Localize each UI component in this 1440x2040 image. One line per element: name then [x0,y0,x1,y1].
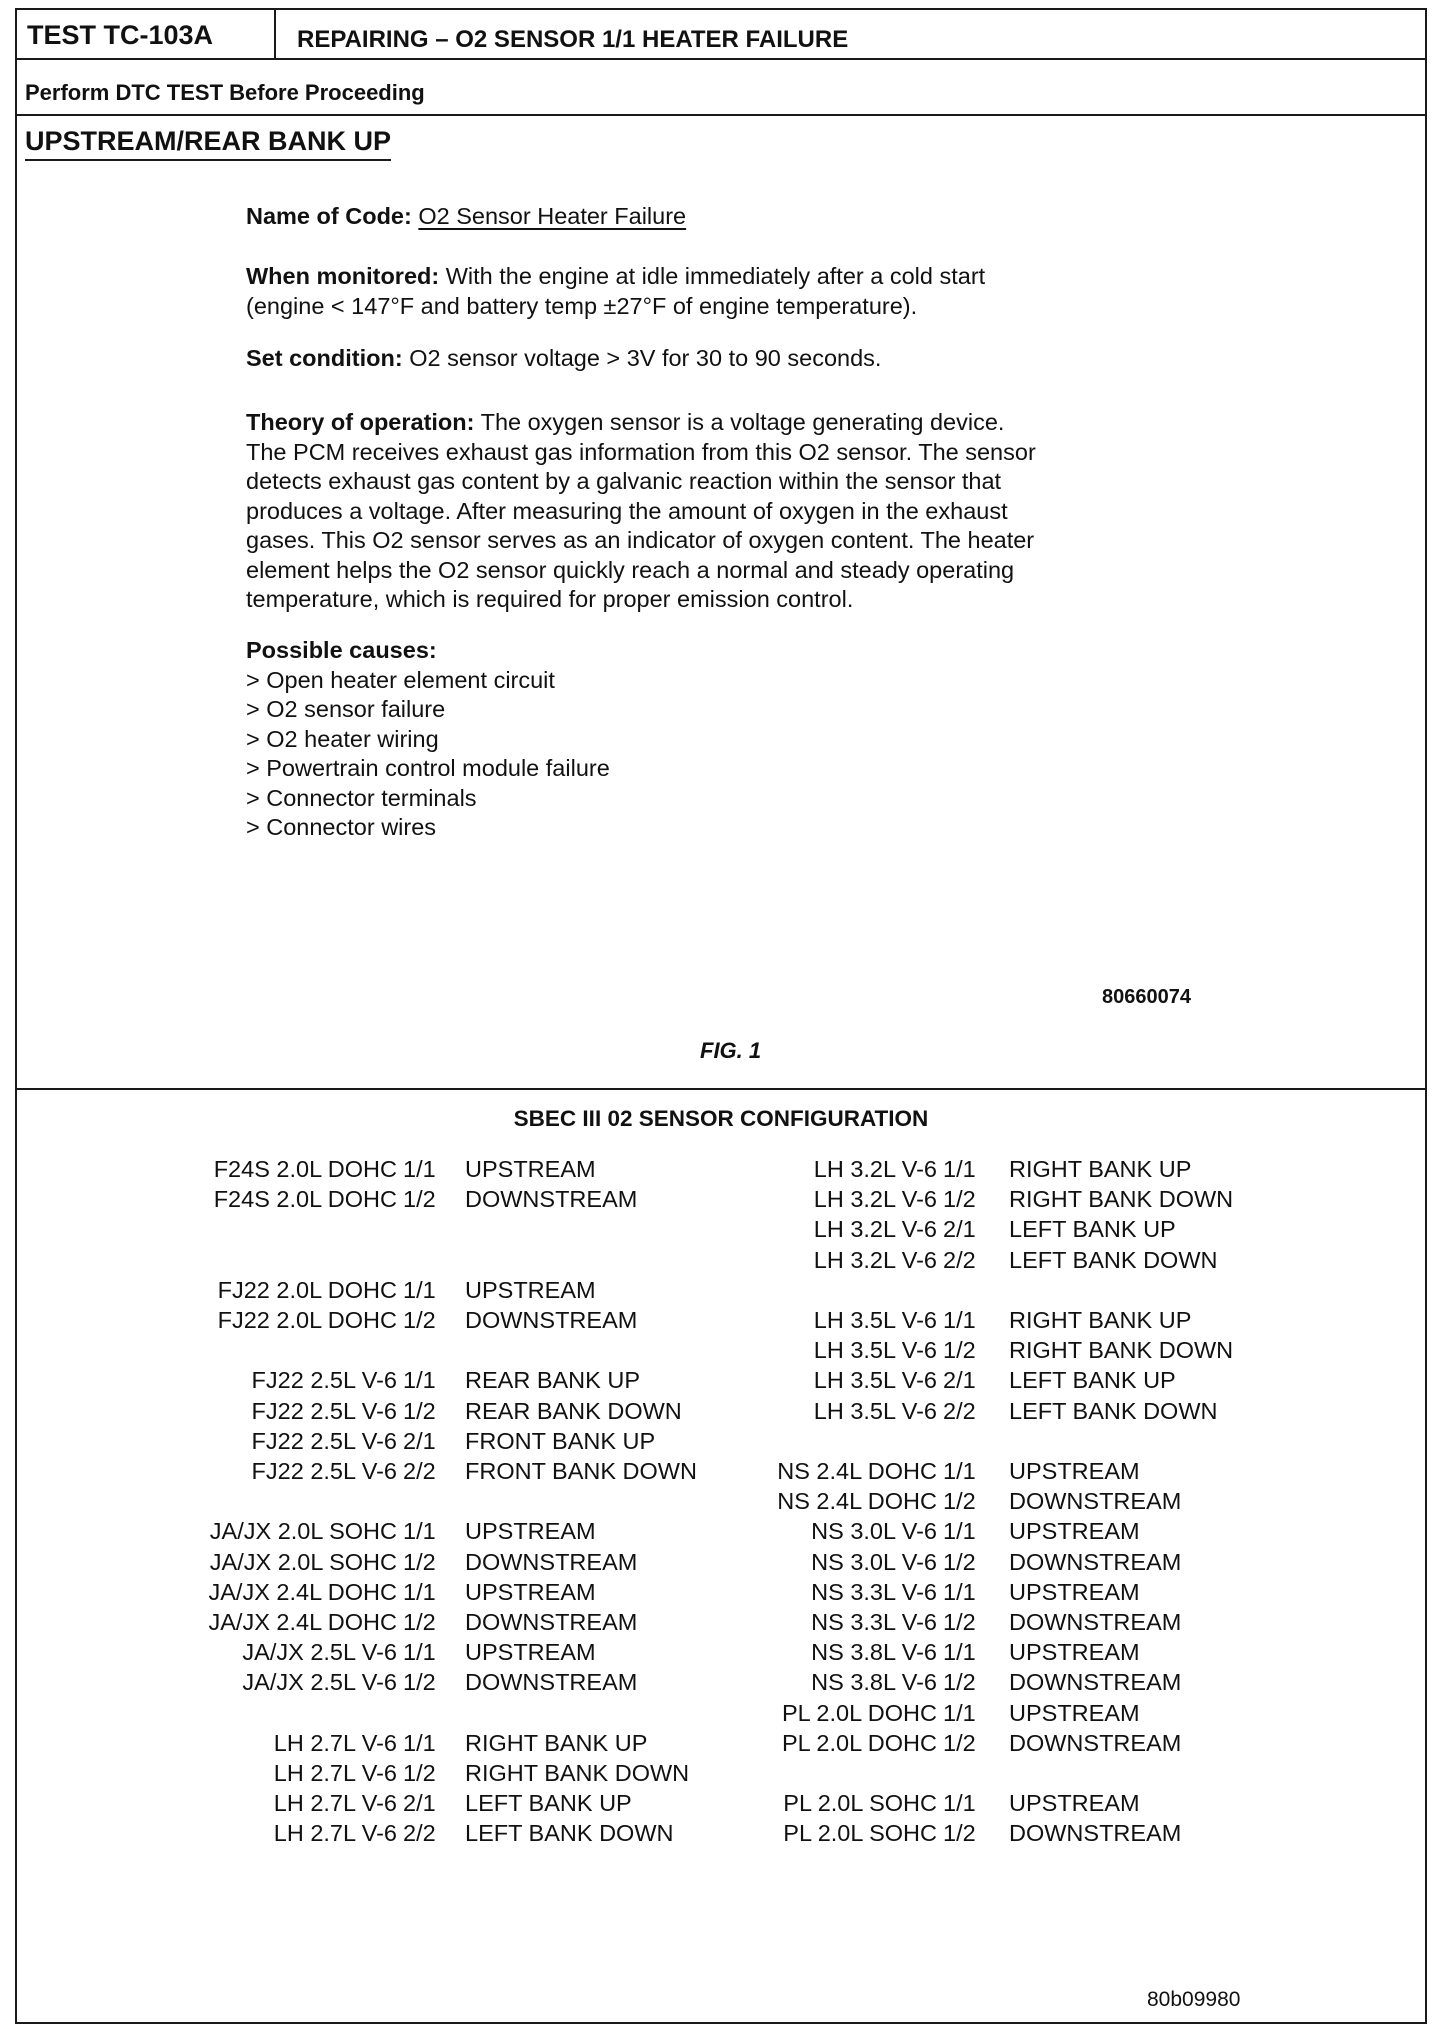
left-sensor-position: 1/2 [403,1186,436,1213]
right-sensor-location: DOWNSTREAM [1009,1609,1182,1635]
right-engine-label: LH 3.2L V-6 [813,1246,937,1273]
figure-id: 80660074 [1102,986,1191,1008]
left-engine-label: FJ22 2.5L V-6 [251,1367,397,1394]
left-sensor-position: 1/1 [403,1367,436,1394]
right-sensor-location: RIGHT BANK UP [1009,1307,1192,1333]
left-engine-label: JA/JX 2.5L V-6 [242,1639,397,1666]
left-sensor-position: 1/1 [403,1639,436,1666]
config-figure-id: 80b09980 [1147,1988,1241,2011]
right-sensor-location: DOWNSTREAM [1009,1729,1182,1756]
right-sensor-position: 1/2 [943,1186,976,1213]
right-sensor-position: 1/2 [943,1337,976,1364]
right-sensor-location: DOWNSTREAM [1009,1669,1182,1696]
right-sensor-location: UPSTREAM [1009,1458,1140,1484]
right-sensor-position: 2/1 [943,1367,976,1394]
left-engine-label: FJ22 2.0L DOHC [217,1276,397,1303]
left-engine-label: JA/JX 2.5L V-6 [242,1669,397,1696]
right-sensor-position: 1/1 [943,1458,976,1484]
right-engine-label: NS 2.4L DOHC [777,1458,937,1484]
right-sensor-position: 2/2 [943,1246,976,1273]
left-engine-label: JA/JX 2.4L DOHC [208,1578,397,1605]
right-sensor-location: DOWNSTREAM [1009,1488,1182,1515]
left-sensor-location: DOWNSTREAM [465,1609,638,1635]
right-sensor-position: 1/1 [943,1578,976,1605]
right-sensor-location: UPSTREAM [1009,1639,1140,1666]
right-engine-label: NS 3.3L V-6 [811,1578,937,1605]
right-sensor-location: LEFT BANK UP [1009,1216,1176,1243]
left-engine-label: F24S 2.0L DOHC [213,1186,397,1213]
cause-item: > Open heater element circuit [246,666,555,693]
prenote-divider [17,114,1425,116]
right-sensor-position: 1/2 [943,1488,976,1515]
left-engine-label: F24S 2.0L DOHC [213,1156,397,1182]
left-sensor-position: 1/2 [403,1609,436,1635]
theory-line: temperature, which is required for proper emission control. [246,586,854,612]
right-sensor-location: UPSTREAM [1009,1578,1140,1605]
theory-line: element helps the O2 sensor quickly reach a normal and steady operating [246,556,1015,583]
right-engine-label: LH 3.2L V-6 [813,1156,937,1182]
right-engine-label: LH 3.2L V-6 [813,1186,937,1213]
left-engine-label: FJ22 2.0L DOHC [217,1307,397,1333]
right-sensor-position: 1/2 [943,1729,976,1756]
theory-of-operation [246,408,1246,615]
right-engine-label: NS 3.0L V-6 [811,1518,937,1545]
right-sensor-position: 1/1 [943,1307,976,1333]
right-engine-label: LH 3.5L V-6 [813,1367,937,1394]
theory-line: The oxygen sensor is a voltage generating device. [480,409,1005,435]
right-sensor-location: RIGHT BANK DOWN [1009,1337,1234,1364]
right-sensor-position: 1/1 [943,1699,976,1726]
when-monitored [246,262,1246,321]
test-title: REPAIRING – O2 SENSOR 1/1 HEATER FAILURE [297,26,849,53]
theory-label: Theory of operation: [246,409,475,435]
left-sensor-position: 1/1 [403,1156,436,1182]
left-sensor-location: LEFT BANK UP [465,1790,632,1817]
right-sensor-location: UPSTREAM [1009,1518,1140,1545]
cause-item: > Connector wires [246,814,437,840]
left-sensor-location: DOWNSTREAM [465,1669,638,1696]
cause-item: > Powertrain control module failure [246,755,610,781]
left-sensor-position: 1/2 [403,1760,436,1786]
left-sensor-position: 2/2 [403,1458,436,1484]
left-sensor-location: UPSTREAM [465,1276,596,1303]
theory-line: produces a voltage. After measuring the amount of oxygen in the exhaust [246,497,1008,524]
test-id: TEST TC-103A [27,20,214,50]
right-sensor-position: 1/2 [943,1548,976,1575]
right-sensor-position: 1/1 [943,1639,976,1666]
left-sensor-location: UPSTREAM [465,1518,596,1545]
theory-line: detects exhaust gas content by a galvanic reaction within the sensor that [246,468,1002,494]
causes-label: Possible causes: [246,637,437,663]
set-condition-text: O2 sensor voltage > 3V for 30 to 90 seconds. [409,345,882,371]
right-engine-label: PL 2.0L DOHC [782,1729,937,1756]
left-sensor-position: 1/2 [403,1548,436,1575]
left-sensor-location: UPSTREAM [465,1156,596,1182]
left-engine-label: LH 2.7L V-6 [273,1729,397,1756]
right-engine-label: NS 3.0L V-6 [811,1548,937,1575]
right-sensor-location: LEFT BANK DOWN [1009,1246,1218,1273]
cause-item: > Connector terminals [246,784,477,811]
right-sensor-position: 1/2 [943,1669,976,1696]
when-monitored-label: When monitored: [246,263,440,289]
when-monitored-line: With the engine at idle immediately after a cold start [445,263,986,289]
right-sensor-location: LEFT BANK UP [1009,1367,1176,1394]
right-engine-label: PL 2.0L DOHC [782,1699,937,1726]
left-sensor-position: 2/1 [403,1790,436,1817]
figure-caption: FIG. 1 [700,1038,762,1063]
left-sensor-position: 1/1 [403,1578,436,1605]
right-engine-label: LH 3.5L V-6 [813,1307,937,1333]
cause-item: > O2 sensor failure [246,696,446,722]
left-sensor-location: UPSTREAM [465,1578,596,1605]
left-engine-label: JA/JX 2.0L SOHC [209,1518,397,1545]
left-engine-label: JA/JX 2.0L SOHC [209,1548,397,1575]
left-sensor-location: LEFT BANK DOWN [465,1820,674,1847]
right-sensor-location: RIGHT BANK UP [1009,1156,1192,1182]
right-sensor-location: UPSTREAM [1009,1790,1140,1817]
right-engine-label: NS 2.4L DOHC [777,1488,937,1515]
left-sensor-location: UPSTREAM [465,1639,596,1666]
left-sensor-location: REAR BANK DOWN [465,1397,682,1424]
left-sensor-location: FRONT BANK UP [465,1427,656,1454]
right-sensor-location: LEFT BANK DOWN [1009,1397,1218,1424]
left-sensor-position: 1/2 [403,1669,436,1696]
left-sensor-location: REAR BANK UP [465,1367,640,1394]
right-sensor-position: 1/1 [943,1518,976,1545]
theory-line: gases. This O2 sensor serves as an indicator of oxygen content. The heater [246,527,1035,553]
cause-item: > O2 heater wiring [246,725,439,752]
right-sensor-location: UPSTREAM [1009,1699,1140,1726]
right-engine-label: LH 3.5L V-6 [813,1397,937,1424]
left-sensor-location: DOWNSTREAM [465,1186,638,1213]
right-sensor-position: 1/2 [943,1820,976,1847]
right-engine-label: PL 2.0L SOHC [783,1820,937,1847]
left-engine-label: FJ22 2.5L V-6 [251,1458,397,1484]
page-frame [15,8,1427,2024]
figure-divider [17,1088,1425,1090]
name-of-code [246,202,1246,232]
set-condition [246,344,1246,374]
config-title: SBEC III 02 SENSOR CONFIGURATION [513,1106,929,1131]
name-of-code-label: Name of Code: [246,203,412,229]
name-of-code-value: O2 Sensor Heater Failure [418,203,687,229]
left-sensor-position: 2/2 [403,1820,436,1847]
right-sensor-location: DOWNSTREAM [1009,1820,1182,1847]
left-engine-label: FJ22 2.5L V-6 [251,1397,397,1424]
right-engine-label: NS 3.3L V-6 [811,1609,937,1635]
left-engine-label: JA/JX 2.4L DOHC [208,1609,397,1635]
right-sensor-position: 2/2 [943,1397,976,1424]
set-condition-label: Set condition: [246,345,403,371]
left-sensor-position: 1/2 [403,1397,436,1424]
header-divider [17,58,1425,60]
possible-causes [246,636,1246,843]
theory-line: The PCM receives exhaust gas information from this O2 sensor. The sensor [246,438,1036,465]
right-sensor-position: 1/1 [943,1156,976,1182]
right-engine-label: PL 2.0L SOHC [783,1790,937,1817]
right-sensor-position: 2/1 [943,1216,976,1243]
right-engine-label: LH 3.2L V-6 [813,1216,937,1243]
left-sensor-location: RIGHT BANK DOWN [465,1760,690,1786]
right-engine-label: LH 3.5L V-6 [813,1337,937,1364]
right-sensor-position: 1/1 [943,1790,976,1817]
left-sensor-position: 1/1 [403,1276,436,1303]
section-title: UPSTREAM/REAR BANK UP [25,126,391,161]
pre-note: Perform DTC TEST Before Proceeding [25,80,425,105]
left-sensor-location: RIGHT BANK UP [465,1729,648,1756]
left-engine-label: LH 2.7L V-6 [273,1760,397,1786]
left-engine-label: FJ22 2.5L V-6 [251,1427,397,1454]
left-sensor-location: DOWNSTREAM [465,1548,638,1575]
right-sensor-location: DOWNSTREAM [1009,1548,1182,1575]
right-sensor-position: 1/2 [943,1609,976,1635]
left-engine-label: LH 2.7L V-6 [273,1790,397,1817]
left-sensor-location: FRONT BANK DOWN [465,1458,697,1484]
left-sensor-position: 1/2 [403,1307,436,1333]
right-sensor-location: RIGHT BANK DOWN [1009,1186,1234,1213]
left-engine-label: LH 2.7L V-6 [273,1820,397,1847]
right-engine-label: NS 3.8L V-6 [811,1639,937,1666]
left-sensor-position: 1/1 [403,1729,436,1756]
when-monitored-line: (engine < 147°F and battery temp ±27°F of engine temperature). [246,292,918,319]
left-sensor-location: DOWNSTREAM [465,1307,638,1333]
test-id-box [17,10,276,58]
left-sensor-position: 2/1 [403,1427,436,1454]
right-engine-label: NS 3.8L V-6 [811,1669,937,1696]
left-sensor-position: 1/1 [403,1518,436,1545]
